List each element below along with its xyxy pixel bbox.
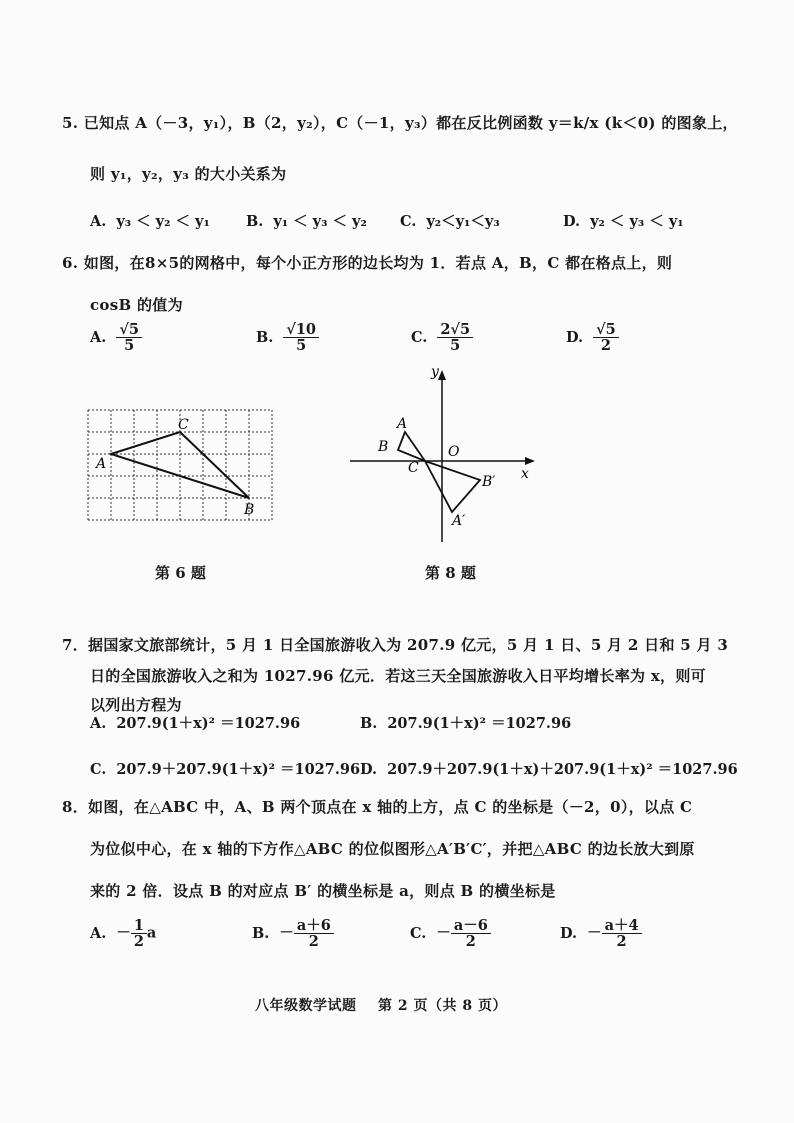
q6-option-d: D. $\frac{√5}{2}$ (566, 322, 619, 353)
q8-option-b: B. － $\frac{a+6}{2}$ (252, 918, 334, 949)
figure-8-caption: 第 8 题 (425, 564, 476, 582)
triangle-abc (398, 432, 425, 461)
triangle-a2b2c2 (425, 461, 480, 512)
label-x: x (521, 466, 529, 482)
q8-option-d: D. － $\frac{a+4}{2}$ (560, 918, 642, 949)
q6-option-a: A. $\frac{√5}{5}$ (90, 322, 142, 353)
q5-stem-line2: 则 y₁，y₂，y₃ 的大小关系为 (90, 165, 287, 183)
label-y: y (431, 364, 439, 380)
figure-6-caption: 第 6 题 (155, 564, 206, 582)
label-b-prime: B′ (482, 474, 496, 490)
figure-6-grid (80, 400, 280, 530)
label-c: C (408, 460, 419, 476)
q8-option-c: C. － $\frac{a-6}{2}$ (410, 918, 491, 949)
label-a: A (397, 416, 408, 432)
q6-option-b: B. $\frac{√10}{5}$ (256, 322, 319, 353)
x-axis-arrow (525, 457, 535, 465)
q5-option-b: B. y₁ ＜ y₃ ＜ y₂ (246, 213, 367, 230)
q7-option-b: B. 207.9(1＋x)² ＝1027.96 (360, 715, 572, 732)
q5-option-c: C. y₂＜y₁＜y₃ (400, 213, 500, 230)
q8-stem-line2: 为位似中心，在 x 轴的下方作△ABC 的位似图形△A′B′C′，并把△ABC 的边长放大到原 (90, 840, 695, 858)
q8-stem-line3: 来的 2 倍．设点 B 的对应点 B′ 的横坐标是 a，则点 B 的横坐标是 (90, 882, 556, 900)
page-footer: 八年级数学试题 第 2 页（共 8 页） (255, 998, 507, 1014)
figure-8-coordinate-plane (345, 362, 545, 547)
label-a-prime: A′ (452, 513, 466, 529)
q8-stem-line1: 8．如图，在△ABC 中，A、B 两个顶点在 x 轴的上方，点 C 的坐标是（－2，0），以点 C (62, 798, 693, 816)
q6-stem-line2: cosB 的值为 (90, 296, 183, 314)
q7-option-a: A. 207.9(1＋x)² ＝1027.96 (90, 715, 301, 732)
q7-option-d: D. 207.9＋207.9(1＋x)＋207.9(1＋x)² ＝1027.96 (360, 761, 738, 778)
q7-stem-line3: 以列出方程为 (90, 696, 182, 714)
q5-option-d: D. y₂ ＜ y₃ ＜ y₁ (563, 213, 684, 230)
q5-stem-line1: 5. 已知点 A（－3，y₁），B（2，y₂），C（－1，y₃）都在反比例函数 y＝k/x (k＜0) 的图象上， (62, 114, 738, 132)
q8-option-a: A. － $\frac{1}{2}$ a (90, 917, 157, 951)
label-a: A (96, 456, 107, 472)
label-o: O (448, 444, 460, 460)
q7-stem-line1: 7．据国家文旅部统计，5 月 1 日全国旅游收入为 207.9 亿元，5 月 1 日、5 月 2 日和 5 月 3 (62, 636, 729, 654)
q5-option-a: A. y₃ ＜ y₂ ＜ y₁ (90, 213, 210, 230)
label-b: B (378, 439, 389, 455)
q7-option-c: C. 207.9＋207.9(1＋x)² ＝1027.96 (90, 761, 361, 778)
triangle-abc (111, 432, 249, 498)
q6-stem-line1: 6. 如图，在8×5的网格中，每个小正方形的边长均为 1．若点 A，B，C 都在格点上，则 (62, 254, 673, 272)
label-c: C (178, 417, 189, 433)
label-b: B (244, 502, 255, 518)
q7-stem-line2: 日的全国旅游收入之和为 1027.96 亿元．若这三天全国旅游收入日平均增长率为 x，则可 (90, 667, 706, 685)
y-axis-arrow (438, 370, 446, 380)
q6-option-c: C. $\frac{2√5}{5}$ (411, 322, 473, 353)
